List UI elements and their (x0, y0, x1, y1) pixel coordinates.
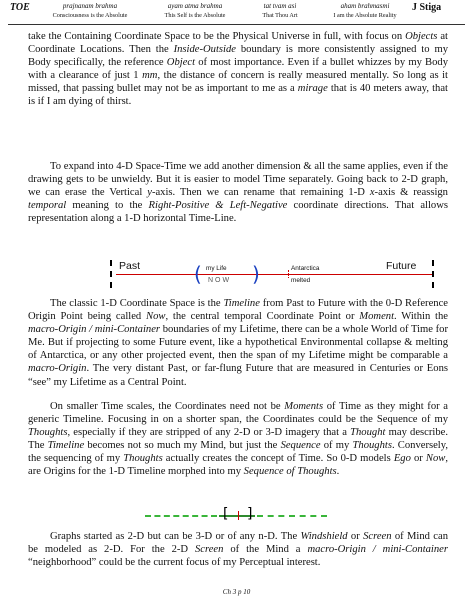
header-mahavakya-4: aham brahmasmi I am the Absolute Reality (333, 2, 397, 19)
thought-dashes-right (257, 515, 327, 517)
now-label: NOW (208, 277, 232, 284)
header-mahavakya-3: tat tvam asi That Thou Art (262, 2, 298, 19)
thought-sequence-figure (145, 506, 327, 523)
paragraph-2: To expand into 4-D Space-Time we add another dimension & all the same applies, even if the drawing gets to be unwieldy. But it is easier to model Time separately. Going back to 2-D graph, we can erase the Vertical y-axis. Then we can rename that remaining 1-D x-axis & reassign temporal meaning to the Right-Positive & Left-Negative coordinate directions. That allows representation along a 1-D horizontal Time-Line. (28, 161, 448, 225)
paragraph-5: Graphs started as 2-D but can be 3-D or of any n-D. The Windshield or Screen of Mind can be modeled as 2-D. For the 2-D Screen of the Mind a macro-Origin / mini-Container “neighborhood” could be the current focus of my Perceptual interest. (28, 531, 449, 569)
timeline-future-label: Future (386, 260, 417, 272)
timeline-right-marker (432, 260, 434, 288)
thought-left-bracket: [ (223, 506, 229, 522)
lifetime-left-paren: ( (194, 262, 202, 286)
thought-right-bracket: ] (247, 506, 253, 522)
header-rule (8, 24, 465, 25)
thought-origin-tick (238, 511, 239, 520)
event-marker (288, 270, 289, 278)
timeline-figure (110, 256, 438, 292)
antarctica-label: Antarctica (291, 265, 320, 272)
page-header (0, 0, 473, 30)
paragraph-4: On smaller Time scales, the Coordinates need not be Moments of Time as they might for a generic Timeline. Focusing in on a shorter span, the Coordinates could be the Sequence of my Thoughts, especially if they are stripped of any 2-D or 3-D imagery that a Thought may describe. The Timeline becomes not so much my Mind, but just the Sequence of my Thoughts. Conversely, the sequencing of my Thoughts actually creates the concept of Time. So 0-D models Ego or Now, are Origins for the 1-D Timeline morphed into my Sequence of Thoughts. (28, 401, 449, 478)
paragraph-1: take the Containing Coordinate Space to be the Physical Universe in full, with focus on Objects at Coordinate Locations. Then the Inside-Outside boundary is more consistently assigned to my Body specifically, the reference Object of most importance. Even if a bullet whizzes by my Body with a clearance of just 1 mm, the distance of concern is really measured mentally. So long as it missed, that passing bullet may not be as important to me as a mirage that is 40 meters away, that is if I am dying of thirst. (28, 31, 449, 108)
timeline-past-label: Past (119, 260, 141, 272)
timeline-axis (116, 274, 432, 275)
header-mahavakya-2: ayam atma brahma This Self is the Absolute (164, 2, 226, 19)
page-footer: Ch 3 p 10 (222, 588, 251, 596)
header-author: J Stiga (412, 2, 442, 13)
lifetime-right-paren: ) (252, 262, 260, 286)
thought-dashes-left (145, 515, 217, 517)
header-mahavakya-1: prajnanam brahma Consciousness is the Absolute (52, 2, 128, 19)
paragraph-3: The classic 1-D Coordinate Space is the Timeline from Past to Future with the 0-D Reference Origin Point being called Now, the central temporal Coordinate Point or Moment. Within the macro-Origin / mini-Container boundaries of my Lifetime, there can be a whole World of Time for Me. But if projecting to some Future event, like a hypothetical Environmental collapse & melting of Antarctica, or any other projected event, then the span of my Lifetime might be comparable a macro-Origin. The very distant Past, or far-flung Future that are measured in Centuries or Eons “see” my Lifetime as a Central Point. (28, 298, 448, 388)
melted-label: melted (291, 277, 311, 284)
header-title: TOE (10, 2, 30, 13)
timeline-left-marker (110, 260, 112, 288)
my-life-label: my Life (206, 265, 227, 272)
